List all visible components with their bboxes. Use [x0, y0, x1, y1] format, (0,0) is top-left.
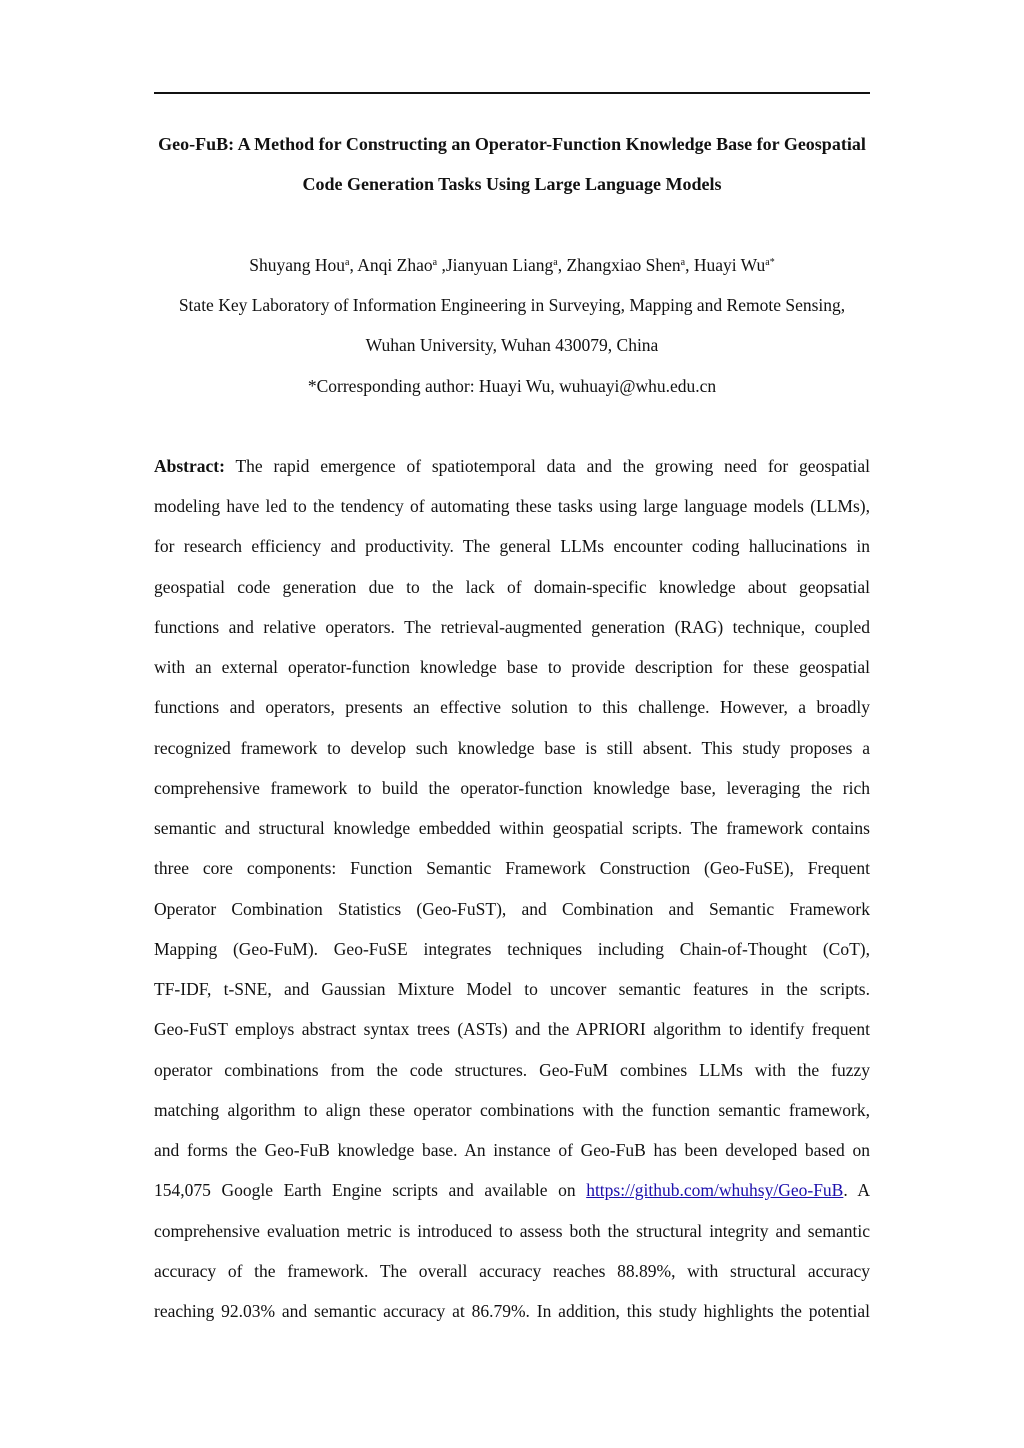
abstract-line: comprehensive evaluation metric is introduced to assess both the structural integrity and semantic — [154, 1220, 870, 1241]
abstract-line: comprehensive framework to build the operator-function knowledge base, leveraging the rich — [154, 777, 870, 798]
abstract-text: 154,075 Google Earth Engine scripts and available on — [154, 1180, 576, 1201]
abstract-line: functions and relative operators. The retrieval-augmented generation (RAG) technique, coupled — [154, 616, 870, 637]
abstract-label: Abstract: — [154, 456, 225, 476]
abstract-text: The rapid emergence of spatiotemporal data and the growing need for geospatial — [235, 456, 871, 476]
abstract-line: accuracy of the framework. The overall accuracy reaches 88.89%, with structural accuracy — [154, 1260, 870, 1281]
github-link[interactable]: https://github.com/whuhsy/Geo-FuB — [586, 1180, 844, 1201]
abstract-line: and forms the Geo-FuB knowledge base. An instance of Geo-FuB has been developed based on — [154, 1140, 870, 1161]
abstract-line: modeling have led to the tendency of automating these tasks using large language models (LLMs), — [154, 496, 870, 517]
author-list — [140, 253, 884, 277]
abstract-line: with an external operator-function knowledge base to provide description for these geospatial — [154, 657, 870, 678]
abstract-line: Mapping (Geo-FuM). Geo-FuSE integrates techniques including Chain-of-Thought (CoT), — [154, 938, 870, 959]
author-separator: , — [685, 255, 694, 275]
abstract-line: functions and operators, presents an effective solution to this challenge. However, a broadly — [154, 697, 870, 718]
abstract-line: operator combinations from the code structures. Geo-FuM combines LLMs with the fuzzy — [154, 1059, 870, 1080]
abstract-line: Operator Combination Statistics (Geo-FuST), and Combination and Semantic Framework — [154, 898, 870, 919]
affiliation-marker: a — [680, 257, 686, 268]
abstract-line: three core components: Function Semantic Framework Construction (Geo-FuSE), Frequent — [154, 858, 870, 879]
header-rule — [154, 92, 870, 94]
abstract-line: geospatial code generation due to the lack of domain-specific knowledge about geopsatial — [154, 576, 870, 597]
abstract-line — [154, 1178, 870, 1202]
author-name: Zhangxiao Shen — [566, 255, 681, 275]
author-separator: , — [349, 255, 358, 275]
paper-title-line-1: Geo-FuB: A Method for Constructing an Operator-Function Knowledge Base for Geospatial — [158, 134, 866, 154]
affiliation-marker: a* — [765, 257, 775, 268]
affiliation-line-2: Wuhan University, Wuhan 430079, China — [365, 335, 659, 355]
abstract-line: semantic and structural knowledge embedded within geospatial scripts. The framework contains — [154, 818, 870, 839]
affiliation-line-1: State Key Laboratory of Information Engineering in Surveying, Mapping and Remote Sensing, — [178, 295, 846, 315]
abstract-line: TF-IDF, t-SNE, and Gaussian Mixture Model to uncover semantic features in the scripts. — [154, 979, 870, 1000]
author-name: Jianyuan Liang — [445, 255, 554, 275]
abstract-line: Geo-FuST employs abstract syntax trees (ASTs) and the APRIORI algorithm to identify frequent — [154, 1019, 870, 1040]
abstract-line: for research efficiency and productivity. The general LLMs encounter coding hallucinations in — [154, 536, 870, 557]
abstract-text: . A — [843, 1180, 870, 1201]
affiliation-marker: a — [432, 257, 438, 268]
abstract-line — [154, 454, 870, 478]
author-name: Shuyang Hou — [249, 255, 346, 275]
abstract-line: recognized framework to develop such knowledge base is still absent. This study proposes a — [154, 737, 870, 758]
abstract-line: reaching 92.03% and semantic accuracy at 86.79%. In addition, this study highlights the potential — [154, 1301, 870, 1322]
author-separator: , — [437, 255, 446, 275]
affiliation-marker: a — [553, 257, 558, 268]
author-name: Huayi Wu — [693, 255, 766, 275]
abstract-line: matching algorithm to align these operator combinations with the function semantic framework, — [154, 1099, 870, 1120]
author-separator: , — [557, 255, 567, 275]
author-name: Anqi Zhao — [357, 255, 433, 275]
paper-title-line-2: Code Generation Tasks Using Large Language Models — [302, 174, 722, 194]
affiliation-marker: a — [345, 257, 350, 268]
corresponding-author: *Corresponding author: Huayi Wu, wuhuayi@whu.edu.cn — [307, 376, 717, 396]
